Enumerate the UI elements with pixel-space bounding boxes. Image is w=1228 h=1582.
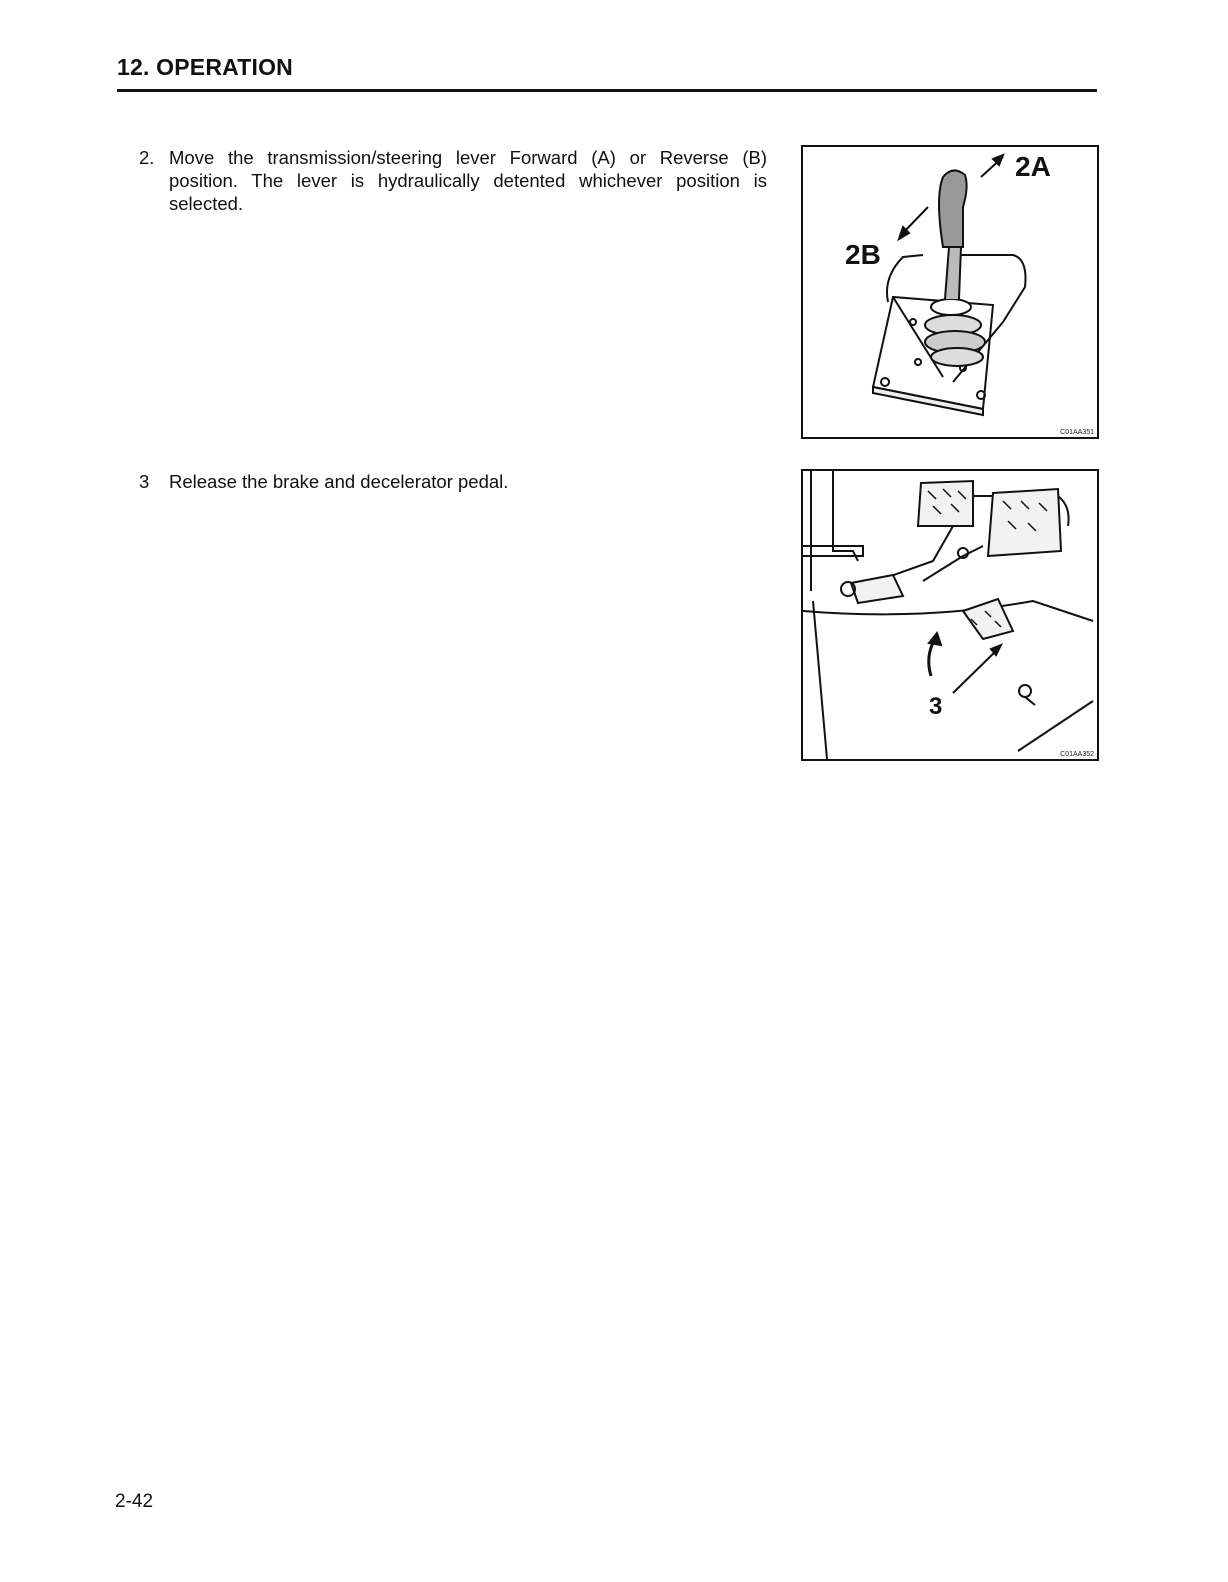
pedals-drawing — [803, 471, 1097, 759]
label-forward-2a: 2A — [1015, 151, 1051, 182]
label-pedal-3: 3 — [929, 693, 943, 720]
brake-pedal-illustration — [801, 469, 1099, 761]
figure-code: C01AA352 — [1060, 751, 1094, 758]
header-divider — [117, 89, 1097, 92]
figure-code: C01AA351 — [1060, 429, 1094, 436]
page-number: 2-42 — [115, 1491, 154, 1512]
lever-drawing — [803, 147, 1097, 437]
step-number: 3 — [139, 471, 150, 492]
step-text: Move the transmission/steering lever Forward (A) or Reverse (B) position. The lever is hydraulically detented whichever position is selected. — [169, 147, 767, 214]
label-reverse-2b: 2B — [845, 239, 881, 270]
transmission-lever-illustration — [801, 145, 1099, 439]
step-number: 2. — [139, 147, 155, 168]
step-text: Release the brake and decelerator pedal. — [169, 471, 509, 492]
page-section-title: 12. OPERATION — [117, 54, 293, 80]
